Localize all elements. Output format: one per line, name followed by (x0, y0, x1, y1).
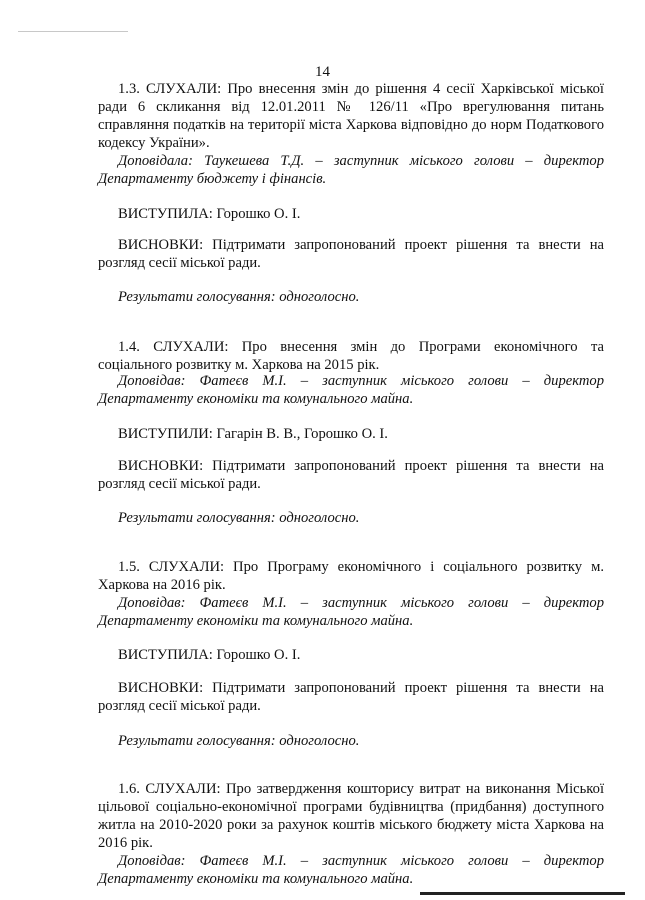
item-1-5-heard: 1.5. СЛУХАЛИ: Про Програму економічного і соціального розвитку м. Харкова на 2016 рік. (98, 559, 604, 593)
item-1-5-conclusions: ВИСНОВКИ: Підтримати запропонований проект рішення та внести на розгляд сесії міської ради. (98, 680, 604, 714)
item-1-3-reporter: Доповідала: Таукешева Т.Д. – заступник міського голови – директор Департаменту бюджету і фінансів. (98, 153, 604, 187)
item-1-5-reporter: Доповідав: Фатеєв М.І. – заступник міського голови – директор Департаменту економіки та комунального майна. (98, 595, 604, 629)
item-1-4-vote: Результати голосування: одноголосно. (118, 510, 360, 526)
item-1-5-spoke: ВИСТУПИЛА: Горошко О. І. (118, 647, 301, 663)
item-1-5-vote: Результати голосування: одноголосно. (118, 733, 360, 749)
item-1-4-spoke: ВИСТУПИЛИ: Гагарін В. В., Горошко О. І. (118, 426, 388, 442)
item-1-4-reporter: Доповідав: Фатеєв М.І. – заступник міського голови – директор Департаменту економіки та комунального майна. (98, 373, 604, 407)
item-1-3-vote: Результати голосування: одноголосно. (118, 289, 360, 305)
item-1-3-heard: 1.3. СЛУХАЛИ: Про внесення змін до рішення 4 сесії Харківської міської ради 6 скликання від 12.01.2011 № 126/11 «Про врегулювання питань справляння податків на території міста Харкова відповідно до норм Податкового кодексу України». (98, 81, 604, 151)
item-1-3-spoke: ВИСТУПИЛА: Горошко О. І. (118, 206, 301, 222)
item-1-4-conclusions: ВИСНОВКИ: Підтримати запропонований проект рішення та внести на розгляд сесії міської ради. (98, 458, 604, 492)
item-1-6-heard: 1.6. СЛУХАЛИ: Про затвердження кошторису витрат на виконання Міської цільової соціально-економічної програми будівництва (придбання) доступного житла на 2010-2020 роки за рахунок коштів міського бюджету міста Харкова на 2016 рік. (98, 781, 604, 851)
bottom-rule (420, 892, 625, 895)
scan-edge-mark (18, 31, 128, 32)
item-1-6-reporter: Доповідав: Фатеєв М.І. – заступник міського голови – директор Департаменту економіки та комунального майна. (98, 853, 604, 887)
page-number: 14 (315, 64, 330, 80)
item-1-4-heard: 1.4. СЛУХАЛИ: Про внесення змін до Програми економічного та соціального розвитку м. Харкова на 2015 рік. (98, 339, 604, 373)
item-1-3-conclusions: ВИСНОВКИ: Підтримати запропонований проект рішення та внести на розгляд сесії міської ради. (98, 237, 604, 271)
